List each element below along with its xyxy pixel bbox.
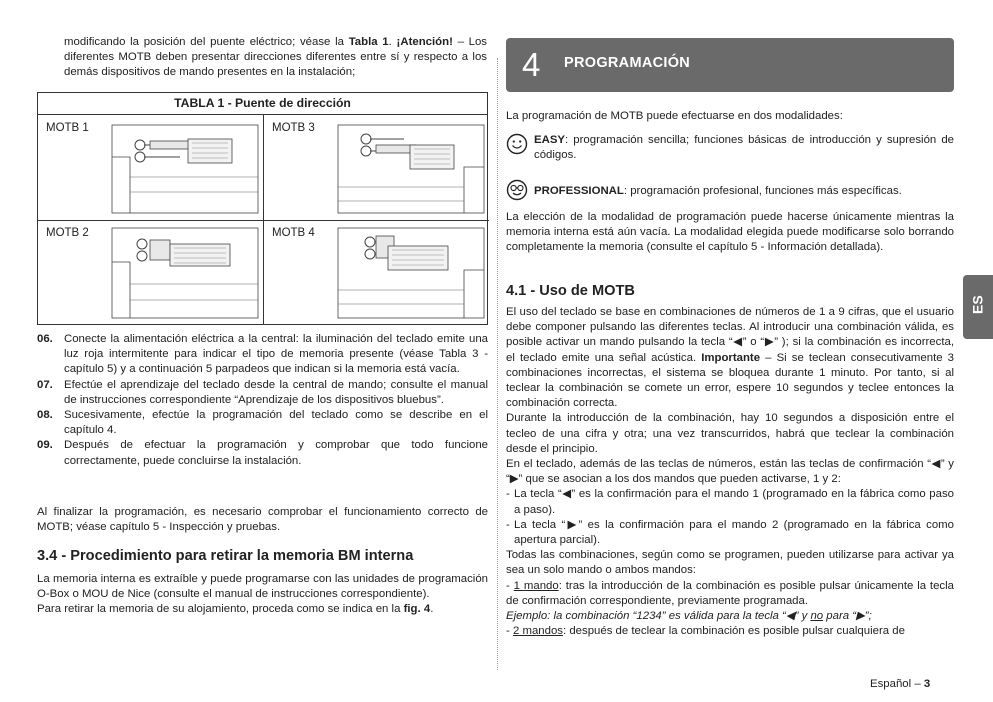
professional-mode-item [506, 179, 954, 199]
jumper-diagram [110, 117, 260, 217]
page-number: 3 [923, 678, 931, 690]
two-commands-label: 2 mandos [512, 625, 563, 638]
cell-label: MOTB 3 [272, 122, 315, 134]
step-number: 07. [37, 378, 53, 391]
fig-reference: fig. 4 [403, 603, 431, 616]
example-line [506, 609, 954, 624]
memory-paragraph: La memoria interna es extraíble y puede programarse con las unidades de programación O-Box o MOU de Nice (consulte el manual de instrucciones correspondiente). [37, 573, 488, 601]
final-check-paragraph: Al finalizar la programación, es necesario comprobar el funcionamiento correcto de MOTB; véase capítulo 5 - Inspección y pruebas. [37, 506, 488, 534]
chapter-banner [506, 38, 954, 92]
two-commands-paragraph: - 2 mandos: después de teclear la combinación es posible pulsar cualquiera de [506, 625, 905, 638]
table-cell-motb4 [264, 220, 489, 325]
list-dash: - [506, 488, 510, 501]
jumper-diagram [110, 222, 260, 322]
jumper-diagram [336, 222, 486, 322]
tabla-reference: Tabla 1 [348, 36, 389, 48]
chapter-title: PROGRAMACIÓN [564, 55, 691, 71]
section-heading-3-4: 3.4 - Procedimiento para retirar la memoria BM interna [37, 548, 414, 564]
programming-intro: La programación de MOTB puede efectuarse en dos modalidades: [506, 110, 843, 122]
language-tab [963, 275, 993, 339]
language-tab-label: ES [969, 295, 986, 314]
chapter-number: 4 [522, 46, 541, 83]
removal-text: Para retirar la memoria de su alojamiento, proceda como se indica en la [37, 603, 404, 616]
professional-description: : programación profesional, funciones más específicas. [623, 185, 902, 197]
one-command-label: 1 mando [513, 579, 559, 592]
step-item [37, 332, 488, 378]
section-heading-4-1: 4.1 - Uso de MOTB [506, 283, 635, 299]
step-text: Sucesivamente, efectúe la programación del teclado como se describe en el capítulo 4. [64, 409, 488, 437]
combinations-paragraph: Todas las combinaciones, según como se programen, pueden utilizarse para activar ya sea un solo mando o ambos mandos: [506, 549, 954, 577]
professional-mode-text [506, 179, 954, 199]
footer-language: Español – [870, 678, 924, 690]
list-item-text: La tecla “▶” es la confirmación para el mando 2 (programado en la fábrica como apertura parcial). [514, 518, 954, 547]
atencion-label: ¡Atención! [396, 36, 453, 48]
step-text: Después de efectuar la programación y comprobar que todo funcione correctamente, puede concluirse la instalación. [64, 439, 488, 467]
table-cell-motb3 [264, 115, 489, 221]
step-text: Conecte la alimentación eléctrica a la central: la iluminación del teclado emite una luz roja intermitente para indicar el tipo de memoria presente (véase Tabla 3 - capítulo 5) y a continuación 5 parpadeos que indican si la memoria está vacía. [64, 333, 488, 376]
intro-text: modificando la posición del puente eléctrico; véase la [64, 36, 349, 48]
removal-punct: . [430, 603, 434, 616]
step-item [37, 408, 488, 438]
two-commands-text: : después de teclear la combinación es posible pulsar cualquiera de [563, 625, 905, 638]
step-text: Efectúe el aprendizaje del teclado desde la central de mando; consulte el manual de instrucciones correspondiente “Aprendizaje de los dispositivos bluebus”. [64, 378, 488, 406]
step-number: 09. [37, 439, 53, 452]
table-title: TABLA 1 - Puente de dirección [38, 93, 487, 115]
importante-label: Importante [701, 351, 761, 364]
mode-choice-paragraph: La elección de la modalidad de programación puede hacerse únicamente mientras la memoria interna está aún vacía. La modalidad elegida puede modificarse solo borrando completamente la memoria (consulte el capítulo 5 - Información detallada). [506, 211, 954, 254]
intro-punct: . [388, 36, 397, 48]
table-cell-motb2 [38, 220, 264, 325]
column-divider [497, 58, 498, 670]
intro-warning-text: – Los diferentes MOTB deben presentar direcciones diferentes entre sí y respecto a los demás dispositivos de mando presentes en la instalación; [64, 36, 488, 79]
list-item [506, 487, 954, 517]
step-item [37, 438, 488, 468]
page-footer [870, 677, 930, 692]
smiley-icon [506, 133, 528, 155]
cell-label: MOTB 1 [46, 122, 89, 134]
step-item [37, 378, 488, 408]
list-dash: - [506, 518, 510, 531]
example-no: no [810, 610, 824, 623]
one-command-text: : tras la introducción de la combinación es posible pulsar únicamente la tecla de confirmación correspondiente, previamente programada. [506, 579, 954, 607]
step-list [37, 332, 488, 469]
table-cell-motb1 [38, 115, 264, 221]
easy-mode-text [506, 133, 954, 163]
example-end: para “▶”; [823, 610, 872, 623]
lockout-text: – Si se teclean consecutivamente 3 combinaciones incorrectas, el sistema se bloquea durante 1 minuto. Por tanto, si al teclear la combinación se comete un error, espere 10 segundos y teclee entonces la combinación correcta. [506, 351, 954, 410]
step-number: 06. [37, 333, 53, 345]
keypad-usage-paragraph [506, 305, 954, 411]
one-command-paragraph: - 1 mando: tras la introducción de la combinación es posible pulsar únicamente la tecla de confirmación correspondiente, previamente programada. [506, 579, 954, 607]
jumper-diagram [336, 117, 486, 217]
usage-text: El uso del teclado se base en combinaciones de números de 1 a 9 cifras, que el usuario debe componer pulsando las diferentes teclas. Al introducir una combinación válida, es posible activar un mando pulsando la tecla “◀” o “▶” ); si la combinación es incorrecta, el teclado emite una señal acústica. [506, 306, 954, 364]
professional-label: PROFESSIONAL [534, 185, 624, 197]
intro-paragraph [64, 35, 487, 81]
cell-label: MOTB 4 [272, 227, 315, 239]
timeout-paragraph: Durante la introducción de la combinación, hay 10 segundos a disposición entre el tecleo de una cifra y otra; una vez transcurridos, habrá que teclear la combinación desde el principio. [506, 412, 954, 455]
list-item [506, 518, 954, 548]
easy-label: EASY [534, 134, 566, 146]
list-item-text: La tecla “◀” es la confirmación para el mando 1 (programado en la fábrica como paso a paso). [514, 488, 954, 516]
example-text: Ejemplo: la combinación “1234” es válida para la tecla “◀” y [506, 610, 811, 623]
address-table [37, 92, 488, 325]
glasses-smiley-icon [506, 179, 528, 201]
confirm-keys-paragraph: En el teclado, además de las teclas de números, están las teclas de confirmación “◀” y “▶” que se asocian a los dos mandos que pueden activarse, 1 y 2: [506, 458, 954, 486]
section-3-4-body [37, 572, 488, 618]
easy-mode-item [506, 133, 954, 163]
cell-label: MOTB 2 [46, 227, 89, 239]
step-number: 08. [37, 409, 53, 422]
memory-removal-paragraph [37, 602, 488, 617]
easy-description: : programación sencilla; funciones básicas de introducción y supresión de códigos. [534, 134, 954, 162]
section-4-1-body [506, 305, 954, 639]
